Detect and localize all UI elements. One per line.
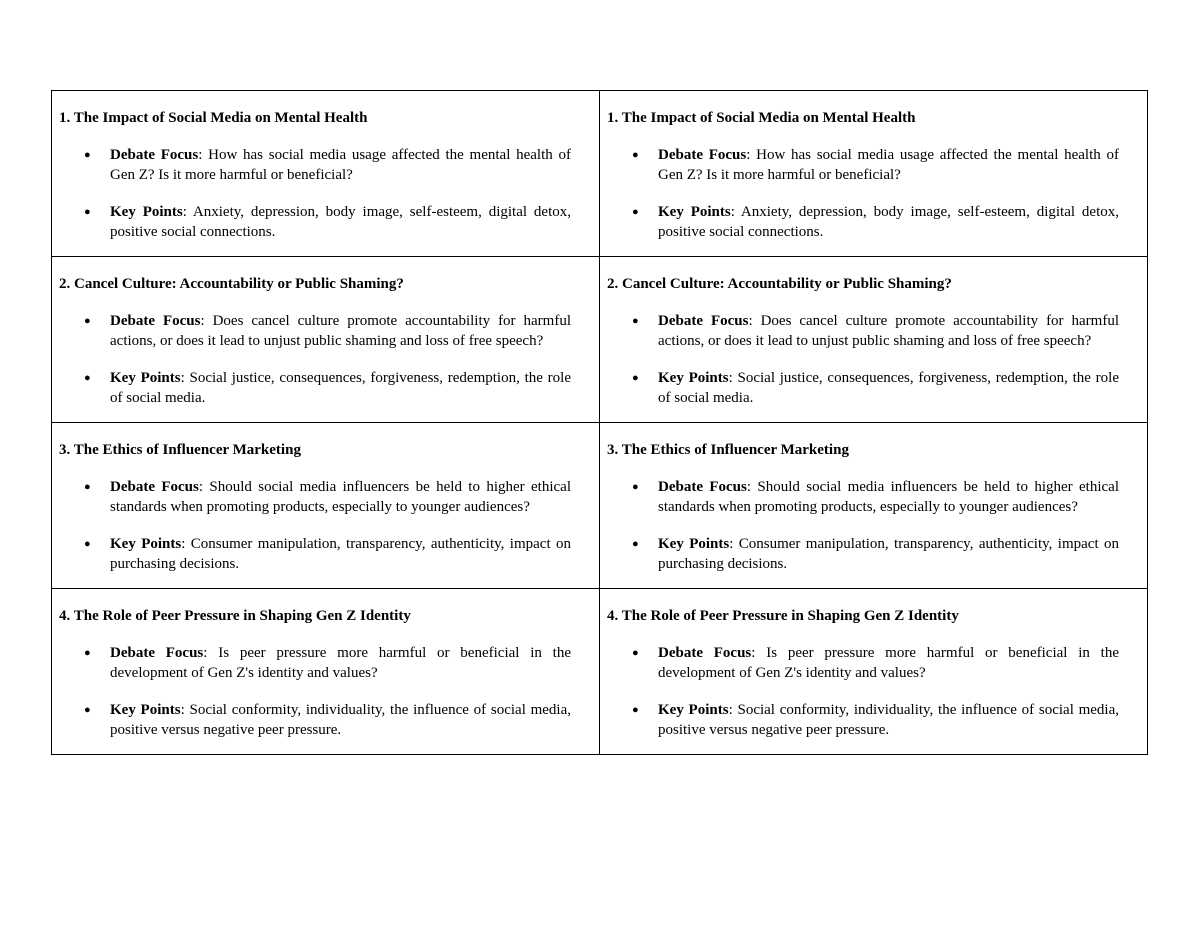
debate-focus-label: Debate Focus [658,645,752,661]
topic-card-right [600,257,1148,423]
list-item [84,700,571,740]
debate-topic-table [51,90,1148,755]
table-row [52,91,1148,257]
list-item [632,700,1119,740]
list-item [84,368,571,408]
card-bullet-list [607,477,1119,574]
debate-focus-label: Debate Focus [110,313,201,329]
list-item [632,145,1119,185]
topic-card-left [52,257,600,423]
key-points-text: : Social conformity, individuality, the influence of social media, positive versus negative peer pressure. [658,702,1119,738]
card-title: 2. Cancel Culture: Accountability or Public Shaming? [59,276,404,292]
card-bullet-list [59,145,571,242]
key-points-text: : Social justice, consequences, forgiveness, redemption, the role of social media. [658,370,1119,406]
bullet-icon: ● [84,538,91,550]
card-bullet-list [607,643,1119,740]
key-points-text: : Social justice, consequences, forgiveness, redemption, the role of social media. [110,370,571,406]
key-points-label: Key Points [110,536,182,552]
list-item [632,477,1119,517]
list-item [84,202,571,242]
card-title: 3. The Ethics of Influencer Marketing [607,442,849,458]
document-page [51,90,1148,755]
list-item [632,311,1119,351]
card-title: 4. The Role of Peer Pressure in Shaping Gen Z Identity [607,608,959,624]
debate-focus-text: : Should social media influencers be held to higher ethical standards when promoting products, especially to younger audiences? [658,479,1119,515]
key-points-text: : Consumer manipulation, transparency, authenticity, impact on purchasing decisions. [658,536,1119,572]
key-points-text: : Consumer manipulation, transparency, authenticity, impact on purchasing decisions. [110,536,571,572]
list-item [632,368,1119,408]
bullet-icon: ● [632,481,639,493]
debate-focus-text: : Does cancel culture promote accountability for harmful actions, or does it lead to unjust public shaming and loss of free speech? [110,313,571,349]
bullet-icon: ● [632,372,639,384]
key-points-label: Key Points [658,536,730,552]
list-item [632,202,1119,242]
debate-focus-label: Debate Focus [110,645,204,661]
topic-card-right [600,423,1148,589]
debate-focus-label: Debate Focus [658,147,747,163]
bullet-icon: ● [84,149,91,161]
bullet-icon: ● [632,149,639,161]
list-item [84,534,571,574]
table-row [52,589,1148,755]
card-bullet-list [59,477,571,574]
bullet-icon: ● [84,315,91,327]
table-row [52,257,1148,423]
card-title: 1. The Impact of Social Media on Mental Health [607,110,916,126]
card-bullet-list [607,311,1119,408]
key-points-text: : Anxiety, depression, body image, self-esteem, digital detox, positive social connections. [658,204,1119,240]
debate-focus-text: : How has social media usage affected the mental health of Gen Z? Is it more harmful or beneficial? [110,147,571,183]
topic-card-left [52,423,600,589]
bullet-icon: ● [84,704,91,716]
list-item [84,643,571,683]
list-item [632,534,1119,574]
debate-focus-label: Debate Focus [110,147,199,163]
topic-card-right [600,589,1148,755]
topic-card-left [52,91,600,257]
key-points-label: Key Points [110,204,183,220]
key-points-label: Key Points [658,204,731,220]
key-points-label: Key Points [658,702,729,718]
card-bullet-list [607,145,1119,242]
card-bullet-list [59,311,571,408]
bullet-icon: ● [632,704,639,716]
list-item [84,145,571,185]
debate-focus-label: Debate Focus [658,479,747,495]
key-points-label: Key Points [110,370,181,386]
key-points-label: Key Points [658,370,729,386]
bullet-icon: ● [84,372,91,384]
list-item [84,311,571,351]
card-title: 4. The Role of Peer Pressure in Shaping Gen Z Identity [59,608,411,624]
key-points-text: : Anxiety, depression, body image, self-esteem, digital detox, positive social connections. [110,204,571,240]
topic-card-left [52,589,600,755]
debate-focus-label: Debate Focus [658,313,749,329]
debate-focus-text: : Is peer pressure more harmful or beneficial in the development of Gen Z's identity and values? [110,645,571,681]
list-item [632,643,1119,683]
card-title: 2. Cancel Culture: Accountability or Public Shaming? [607,276,952,292]
bullet-icon: ● [632,647,639,659]
bullet-icon: ● [84,206,91,218]
card-title: 3. The Ethics of Influencer Marketing [59,442,301,458]
list-item [84,477,571,517]
bullet-icon: ● [632,206,639,218]
bullet-icon: ● [632,538,639,550]
bullet-icon: ● [84,647,91,659]
card-title: 1. The Impact of Social Media on Mental Health [59,110,368,126]
bullet-icon: ● [84,481,91,493]
bullet-icon: ● [632,315,639,327]
debate-focus-text: : How has social media usage affected the mental health of Gen Z? Is it more harmful or beneficial? [658,147,1119,183]
debate-focus-text: : Should social media influencers be held to higher ethical standards when promoting products, especially to younger audiences? [110,479,571,515]
table-row [52,423,1148,589]
topic-card-right [600,91,1148,257]
card-bullet-list [59,643,571,740]
key-points-label: Key Points [110,702,181,718]
key-points-text: : Social conformity, individuality, the influence of social media, positive versus negative peer pressure. [110,702,571,738]
debate-focus-label: Debate Focus [110,479,199,495]
debate-focus-text: : Does cancel culture promote accountability for harmful actions, or does it lead to unjust public shaming and loss of free speech? [658,313,1119,349]
debate-focus-text: : Is peer pressure more harmful or beneficial in the development of Gen Z's identity and values? [658,645,1119,681]
